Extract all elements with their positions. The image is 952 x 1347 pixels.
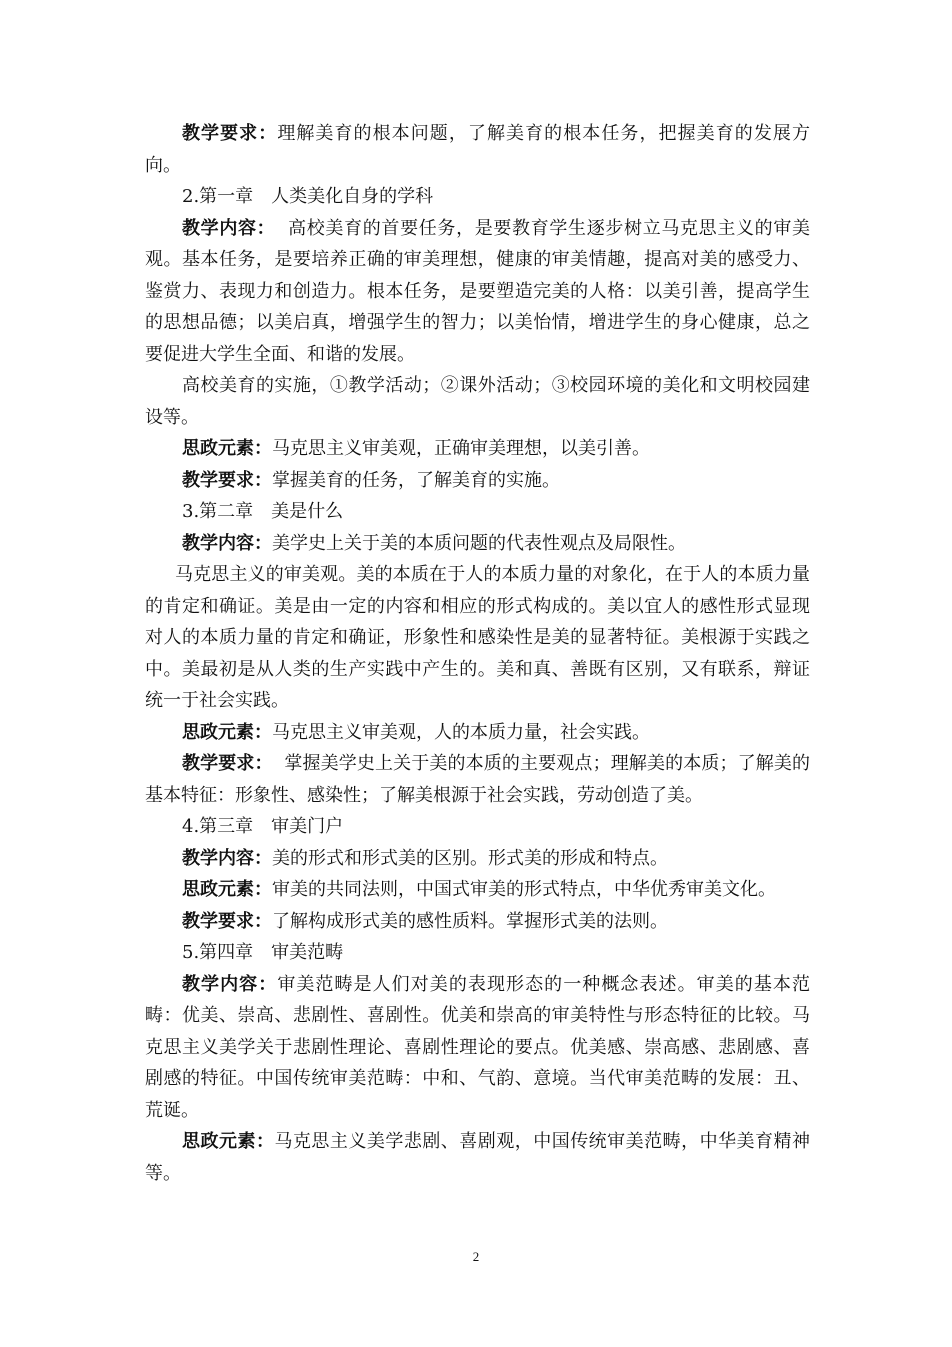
paragraph-label: 教学要求： — [182, 753, 273, 774]
paragraph-teaching-content — [145, 969, 810, 1127]
page-body — [145, 118, 810, 1189]
paragraph-teaching-requirement — [145, 748, 810, 811]
paragraph-label: 思政元素： — [182, 1131, 275, 1152]
paragraph-text: 美学史上关于美的本质问题的代表性观点及局限性。 — [272, 532, 686, 554]
paragraph-text: 了解构成形式美的感性质料。掌握形式美的法则。 — [272, 910, 668, 932]
paragraph-teaching-requirement — [145, 906, 810, 938]
page-number: 2 — [472, 1249, 480, 1264]
paragraph-text: 审美的共同法则，中国式审美的形式特点，中华优秀审美文化。 — [272, 879, 776, 900]
chapter-heading: 3.第二章 美是什么 — [182, 501, 344, 522]
paragraph-label: 思政元素： — [182, 721, 272, 743]
paragraph-ideological-elements — [145, 1126, 810, 1189]
chapter-heading: 5.第四章 审美范畴 — [182, 942, 344, 963]
paragraph-teaching-requirement — [145, 465, 810, 497]
paragraph-teaching-content — [145, 843, 810, 875]
paragraph-label: 教学要求： — [182, 469, 272, 491]
paragraph-label: 教学内容： — [182, 532, 272, 554]
paragraph-ideological-elements — [145, 874, 810, 906]
paragraph-label: 教学要求： — [182, 123, 278, 144]
paragraph-text: 马克思主义美学悲剧、喜剧观，中国传统审美范畴，中华美育精神等。 — [145, 1131, 811, 1184]
paragraph-teaching-content — [145, 213, 810, 371]
paragraph-text: 马克思主义审美观，人的本质力量，社会实践。 — [272, 721, 650, 743]
paragraph-text: 马克思主义审美观，正确审美理想，以美引善。 — [272, 438, 650, 459]
paragraph-label: 教学要求： — [182, 910, 272, 932]
paragraph-text: 美的形式和形式美的区别。形式美的形成和特点。 — [272, 847, 668, 869]
paragraph-body: 高校美育的实施，①教学活动；②课外活动；③校园环境的美化和文明校园建设等。 — [145, 375, 810, 428]
paragraph-body: 马克思主义的审美观。美的本质在于人的本质力量的对象化，在于人的本质力量的肯定和确证。美是由一定的内容和相应的形式构成的。美以宜人的感性形式显现对人的本质力量的肯定和确证，形象性和感染性是美的显著特征。美根源于实践之中。美最初是从人类的生产实践中产生的。美和真、善既有区别，又有联系，辩证统一于社会实践。 — [145, 564, 810, 711]
paragraph-teaching-requirement — [145, 118, 810, 181]
paragraph-label: 教学内容： — [182, 217, 276, 239]
chapter-heading: 2.第一章 人类美化自身的学科 — [182, 186, 434, 207]
paragraph-label: 教学内容： — [182, 847, 272, 869]
paragraph-text: 掌握美育的任务，了解美育的实施。 — [272, 469, 560, 491]
paragraph-label: 思政元素： — [182, 879, 272, 900]
paragraph-text: 高校美育的首要任务，是要教育学生逐步树立马克思主义的审美观。基本任务，是要培养正确的审美理想，健康的审美情趣，提高对美的感受力、鉴赏力、表现力和创造力。根本任务，是要塑造完美的人格：以美引善，提高学生的思想品德；以美启真，增强学生的智力；以美怡情，增进学生的身心健康，总之要促进大学生全面、和谐的发展。 — [145, 217, 810, 365]
paragraph-text: 审美范畴是人们对美的表现形态的一种概念表述。审美的基本范畴：优美、崇高、悲剧性、喜剧性。优美和崇高的审美特性与形态特征的比较。马克思主义美学关于悲剧性理论、喜剧性理论的要点。优美感、崇高感、悲剧感、喜剧感的特征。中国传统审美范畴：中和、气韵、意境。当代审美范畴的发展：丑、荒诞。 — [145, 973, 810, 1121]
chapter-heading: 4.第三章 审美门户 — [182, 816, 344, 837]
paragraph-label: 思政元素： — [182, 438, 272, 459]
paragraph-teaching-content — [145, 528, 810, 560]
paragraph-text: 掌握美学史上关于美的本质的主要观点；理解美的本质；了解美的基本特征：形象性、感染性；了解美根源于社会实践，劳动创造了美。 — [145, 753, 810, 806]
paragraph-ideological-elements — [145, 717, 810, 749]
paragraph-label: 教学内容： — [182, 973, 278, 995]
paragraph-text: 理解美育的根本问题，了解美育的根本任务，把握美育的发展方向。 — [145, 123, 810, 176]
paragraph-ideological-elements — [145, 433, 810, 465]
